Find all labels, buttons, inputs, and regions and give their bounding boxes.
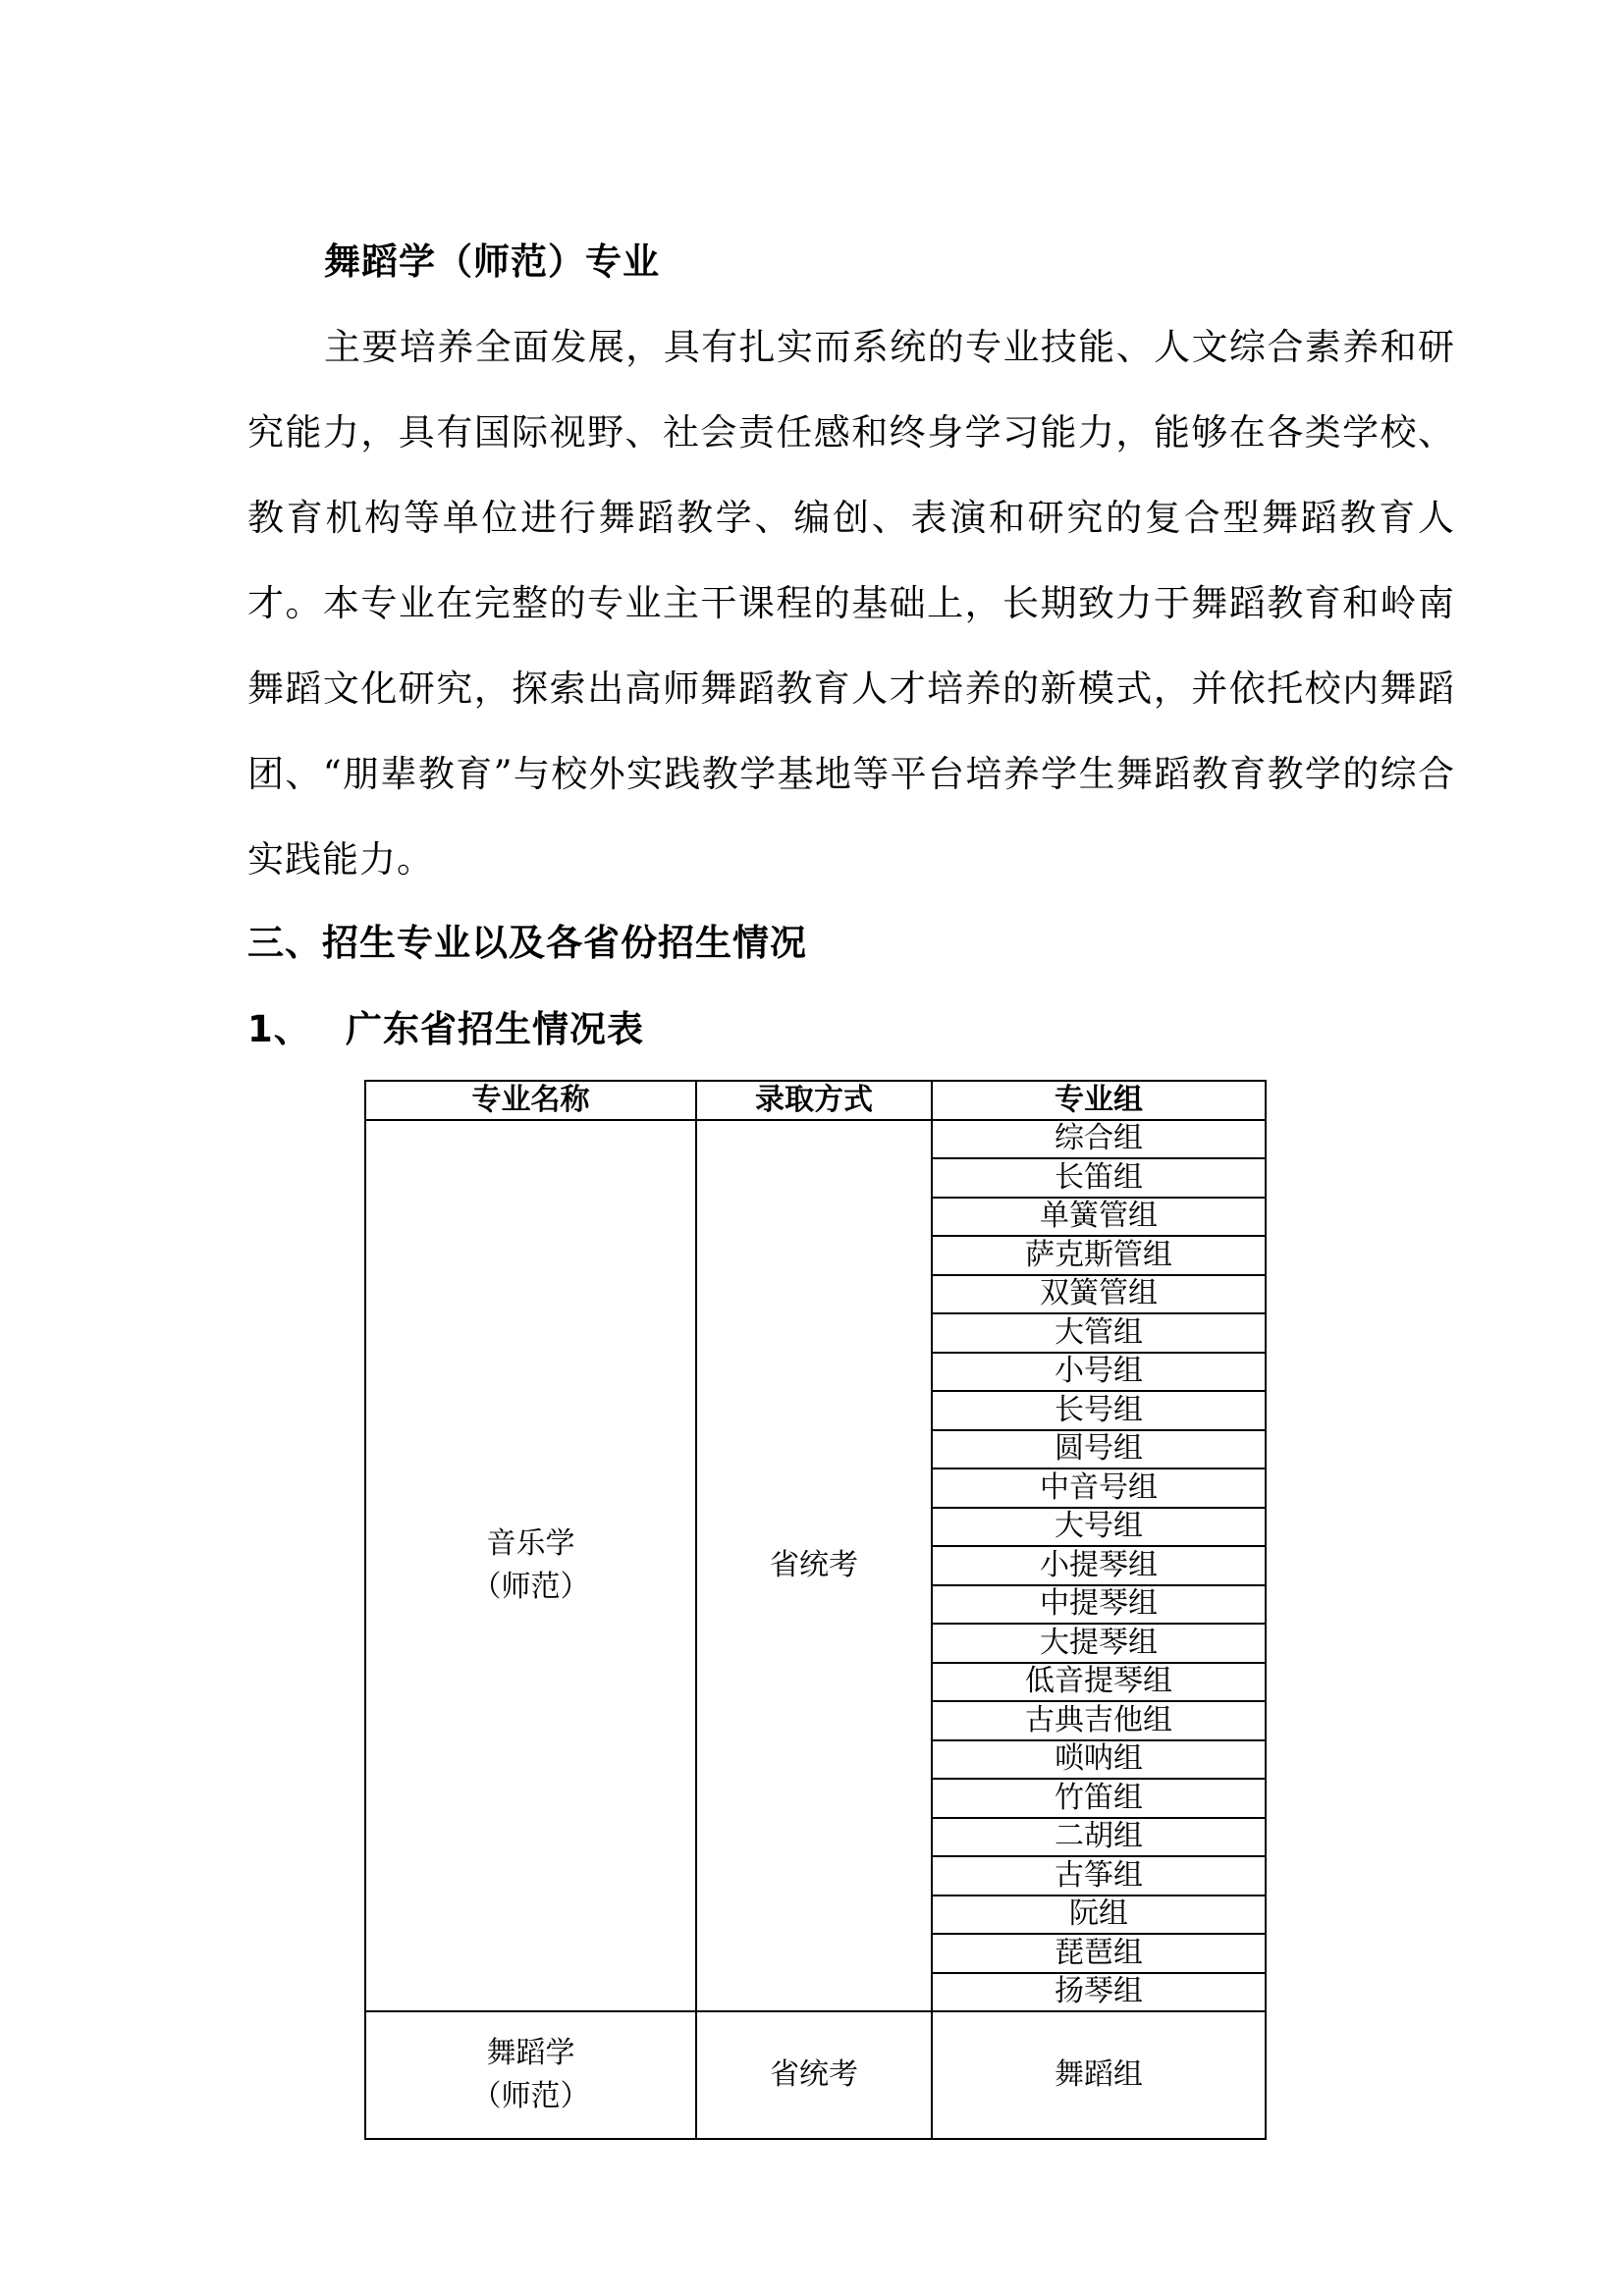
table-header-row: [365, 1081, 1266, 1120]
group-cell: 大号组: [932, 1508, 1266, 1547]
group-cell: 双簧管组: [932, 1275, 1266, 1314]
group-cell: 琵琶组: [932, 1934, 1266, 1973]
group-cell: 扬琴组: [932, 1973, 1266, 2012]
dance-major-title: 舞蹈学（师范）专业: [324, 240, 660, 283]
header-major-group: 专业组: [932, 1081, 1266, 1120]
major-name-line1: 音乐学: [486, 1525, 575, 1561]
group-cell: 中提琴组: [932, 1585, 1266, 1625]
subsection-heading: [247, 999, 644, 1052]
admission-table: [364, 1080, 1267, 2140]
admission-method-cell: 省统考: [696, 2011, 932, 2139]
subsection-number: 1、: [247, 1008, 311, 1050]
group-cell: 低音提琴组: [932, 1663, 1266, 1702]
group-cell: 阮组: [932, 1896, 1266, 1935]
table-row: [365, 2011, 1266, 2139]
dance-major-description: 主要培养全面发展，具有扎实而系统的专业技能、人文综合素养和研究能力，具有国际视野、社会责任感和终身学习能力，能够在各类学校、教育机构等单位进行舞蹈教学、编创、表演和研究的复合型舞蹈教育人才。本专业在完整的专业主干课程的基础上，长期致力于舞蹈教育和岭南舞蹈文化研究，探索出高师舞蹈教育人才培养的新模式，并依托校内舞蹈团、“朋辈教育”与校外实践教学基地等平台培养学生舞蹈教育教学的综合实践能力。: [247, 326, 1455, 881]
group-cell: 长笛组: [932, 1158, 1266, 1198]
group-cell: 唢呐组: [932, 1740, 1266, 1780]
group-cell: 小提琴组: [932, 1546, 1266, 1585]
group-cell: 大提琴组: [932, 1624, 1266, 1663]
major-name-cell: [365, 2011, 696, 2139]
group-cell: 综合组: [932, 1120, 1266, 1159]
section-title: 三、招生专业以及各省份招生情况: [247, 922, 807, 964]
header-admission-method: 录取方式: [696, 1081, 932, 1120]
admission-method-cell: 省统考: [696, 1120, 932, 2012]
group-cell: 竹笛组: [932, 1779, 1266, 1818]
major-name-cell: [365, 1120, 696, 2012]
group-cell: 舞蹈组: [932, 2011, 1266, 2139]
group-cell: 小号组: [932, 1353, 1266, 1392]
group-cell: 二胡组: [932, 1818, 1266, 1857]
group-cell: 圆号组: [932, 1430, 1266, 1469]
group-cell: 单簧管组: [932, 1198, 1266, 1237]
major-name-line2: （师范）: [471, 2079, 590, 2113]
group-cell: 中音号组: [932, 1468, 1266, 1508]
group-cell: 萨克斯管组: [932, 1236, 1266, 1275]
group-cell: 长号组: [932, 1391, 1266, 1430]
group-cell: 古典吉他组: [932, 1701, 1266, 1740]
major-name-line2: （师范）: [471, 1569, 590, 1604]
subsection-title: 广东省招生情况表: [346, 1008, 644, 1050]
group-cell: 大管组: [932, 1313, 1266, 1353]
header-major-name: 专业名称: [365, 1081, 696, 1120]
major-name-line1: 舞蹈学: [486, 2036, 575, 2070]
table-row: [365, 1120, 1266, 1159]
group-cell: 古筝组: [932, 1856, 1266, 1896]
